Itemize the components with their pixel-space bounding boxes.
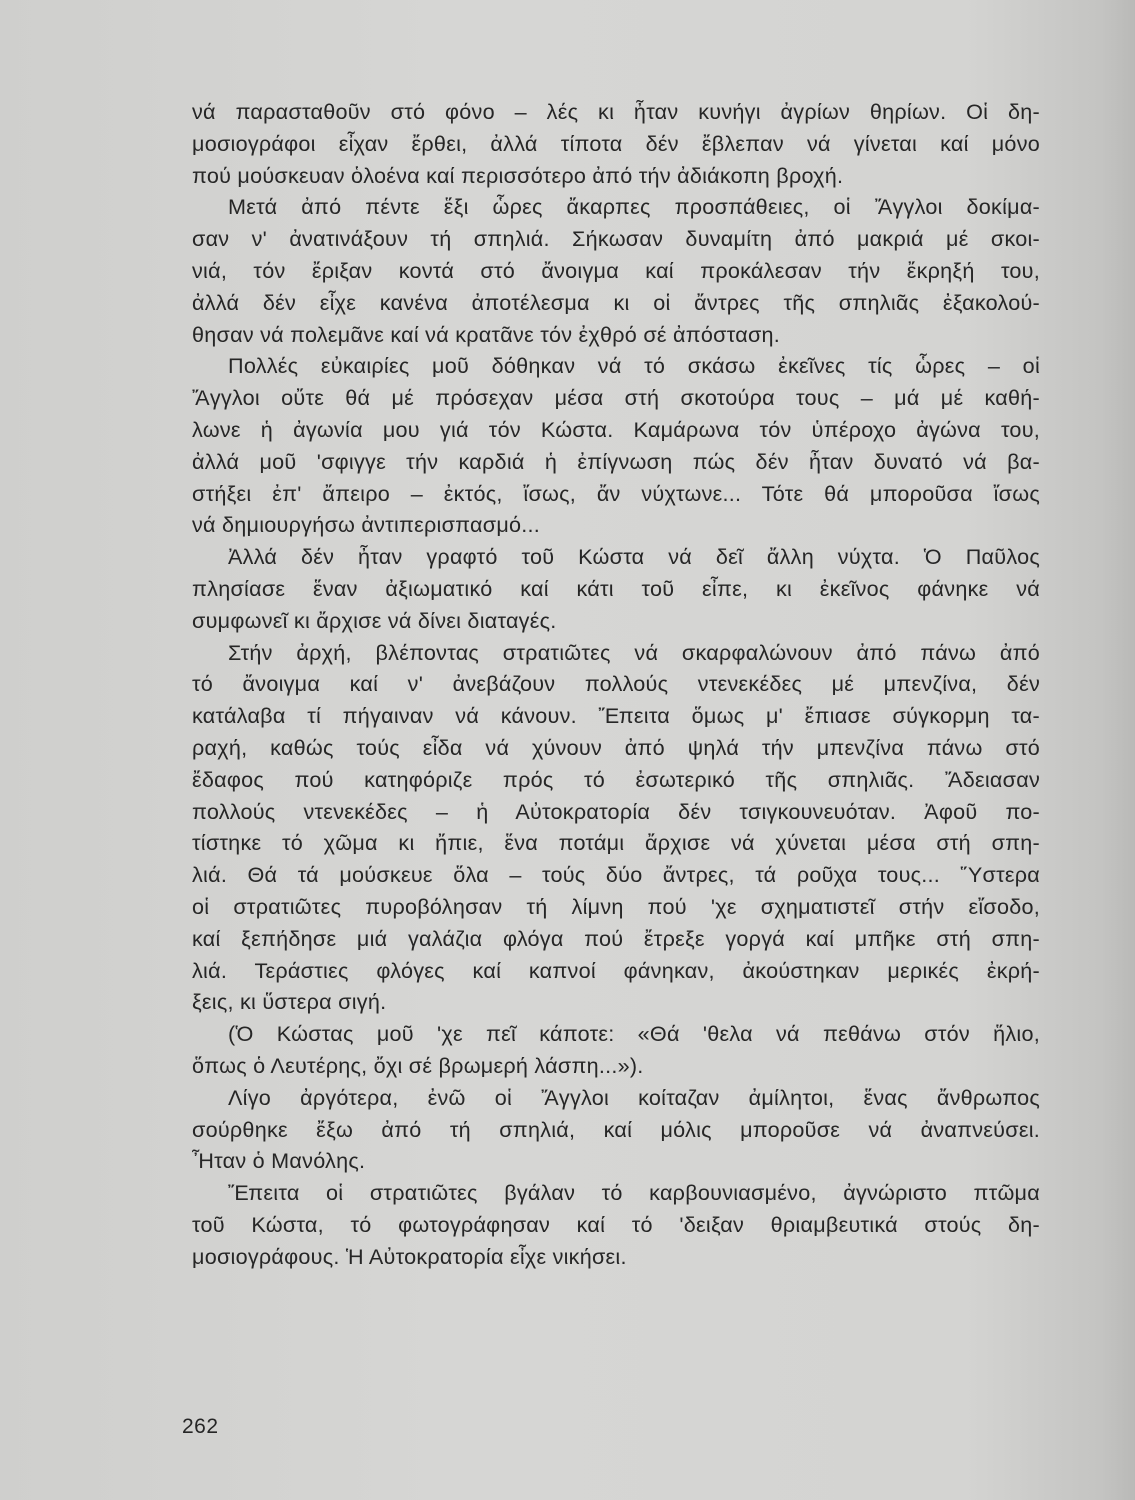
text-line: οἱ στρατιῶτες πυροβόλησαν τή λίμνη πού 'χε σχηματιστεῖ στήν εἴσοδο, <box>192 893 1040 919</box>
text-line: τό ἄνοιγμα καί ν' ἀνεβάζουν πολλούς ντενεκέδες μέ μπενζίνα, δέν <box>192 671 1040 697</box>
text-line: νά παρασταθοῦν στό φόνο – λές κι ἦταν κυνήγι ἀγρίων θηρίων. Οἱ δη- <box>192 99 1040 124</box>
text-line: λιά. Θά τά μούσκευε ὅλα – τούς δύο ἄντρες, τά ροῦχα τους... Ὕστερα <box>192 862 1040 888</box>
text-line: θησαν νά πολεμᾶνε καί νά κρατᾶνε τόν ἐχθρό σέ ἀπόσταση. <box>192 321 781 347</box>
body-text <box>192 96 1040 1272</box>
text-line: Ἔπειτα οἱ στρατιῶτες βγάλαν τό καρβουνιασμένο, ἀγνώριστο πτῶμα <box>228 1180 1040 1206</box>
text-line: λωνε ἡ ἀγωνία μου γιά τόν Κώστα. Καμάρωνα τόν ὑπέροχο ἀγώνα του, <box>192 416 1040 442</box>
text-line: Στήν ἀρχή, βλέποντας στρατιῶτες νά σκαρφαλώνουν ἀπό πάνω ἀπό <box>228 639 1040 665</box>
text-line: σούρθηκε ἔξω ἀπό τή σπηλιά, καί μόλις μποροῦσε νά ἀναπνεύσει. <box>192 1116 1040 1142</box>
text-line: Ἄγγλοι οὔτε θά μέ πρόσεχαν μέσα στή σκοτούρα τους – μά μέ καθή- <box>192 385 1040 411</box>
text-line: ἔδαφος πού κατηφόριζε πρός τό ἐσωτερικό τῆς σπηλιᾶς. Ἄδειασαν <box>192 766 1040 792</box>
text-line: καί ξεπήδησε μιά γαλάζια φλόγα πού ἔτρεξε γοργά καί μπῆκε στή σπη- <box>192 925 1040 951</box>
text-line: Ἦταν ὁ Μανόλης. <box>192 1148 366 1174</box>
text-line: συμφωνεῖ κι ἄρχισε νά δίνει διαταγές. <box>192 607 557 633</box>
text-line: τοῦ Κώστα, τό φωτογράφησαν καί τό 'δειξαν θριαμβευτικά στούς δη- <box>192 1211 1040 1237</box>
text-line: στήξει ἐπ' ἄπειρο – ἐκτός, ἴσως, ἄν νύχτωνε... Τότε θά μποροῦσα ἴσως <box>192 480 1040 506</box>
text-line: πού μούσκευαν ὁλοένα καί περισσότερο ἀπό τήν ἀδιάκοπη βροχή. <box>192 162 844 188</box>
text-line: νά δημιουργήσω ἀντιπερισπασμό... <box>192 512 541 538</box>
text-line: Μετά ἀπό πέντε ἕξι ὧρες ἄκαρπες προσπάθειες, οἱ Ἄγγλοι δοκίμα- <box>228 194 1040 220</box>
text-line: μοσιογράφους. Ἡ Αὐτοκρατορία εἶχε νικήσει. <box>192 1243 627 1269</box>
text-line: πλησίασε ἕναν ἀξιωματικό καί κάτι τοῦ εἶπε, κι ἐκεῖνος φάνηκε νά <box>192 575 1040 601</box>
text-line: ἀλλά δέν εἶχε κανένα ἀποτέλεσμα κι οἱ ἄντρες τῆς σπηλιᾶς ἐξακολού- <box>192 289 1040 315</box>
text-line: τίστηκε τό χῶμα κι ἤπιε, ἕνα ποτάμι ἄρχισε νά χύνεται μέσα στή σπη- <box>192 830 1040 856</box>
text-line: σαν ν' ἀνατινάξουν τή σπηλιά. Σήκωσαν δυναμίτη ἀπό μακριά μέ σκοι- <box>192 226 1040 252</box>
text-line: λιά. Τεράστιες φλόγες καί καπνοί φάνηκαν, ἀκούστηκαν μερικές ἐκρή- <box>192 957 1040 983</box>
text-line: Πολλές εὐκαιρίες μοῦ δόθηκαν νά τό σκάσω ἐκεῖνες τίς ὧρες – οἱ <box>228 353 1040 379</box>
text-line: ὅπως ὁ Λευτέρης, ὄχι σέ βρωμερή λάσπη...»). <box>192 1052 644 1078</box>
text-line: μοσιογράφοι εἶχαν ἔρθει, ἀλλά τίποτα δέν ἔβλεπαν νά γίνεται καί μόνο <box>192 130 1040 156</box>
page-number: 262 <box>182 1415 219 1438</box>
text-line: Λίγο ἀργότερα, ἐνῶ οἱ Ἄγγλοι κοίταζαν ἀμίλητοι, ἕνας ἄνθρωπος <box>228 1084 1040 1110</box>
text-line: πολλούς ντενεκέδες – ἡ Αὐτοκρατορία δέν τσιγκουνευόταν. Ἀφοῦ πο- <box>192 798 1040 824</box>
text-line: ραχή, καθώς τούς εἶδα νά χύνουν ἀπό ψηλά τήν μπενζίνα πάνω στό <box>192 734 1040 760</box>
text-line: ἀλλά μοῦ 'σφιγγε τήν καρδιά ἡ ἐπίγνωση πώς δέν ἦταν δυνατό νά βα- <box>192 448 1040 474</box>
text-line: κατάλαβα τί πήγαιναν νά κάνουν. Ἔπειτα ὅμως μ' ἔπιασε σύγκορμη τα- <box>192 703 1040 729</box>
text-line: ξεις, κι ὕστερα σιγή. <box>192 989 387 1015</box>
text-line: νιά, τόν ἔριξαν κοντά στό ἄνοιγμα καί προκάλεσαν τήν ἔκρηξή του, <box>192 257 1040 283</box>
text-line: (Ὁ Κώστας μοῦ 'χε πεῖ κάποτε: «Θά 'θελα νά πεθάνω στόν ἥλιο, <box>228 1021 1040 1047</box>
text-line: Ἀλλά δέν ἦταν γραφτό τοῦ Κώστα νά δεῖ ἄλλη νύχτα. Ὁ Παῦλος <box>228 544 1040 570</box>
